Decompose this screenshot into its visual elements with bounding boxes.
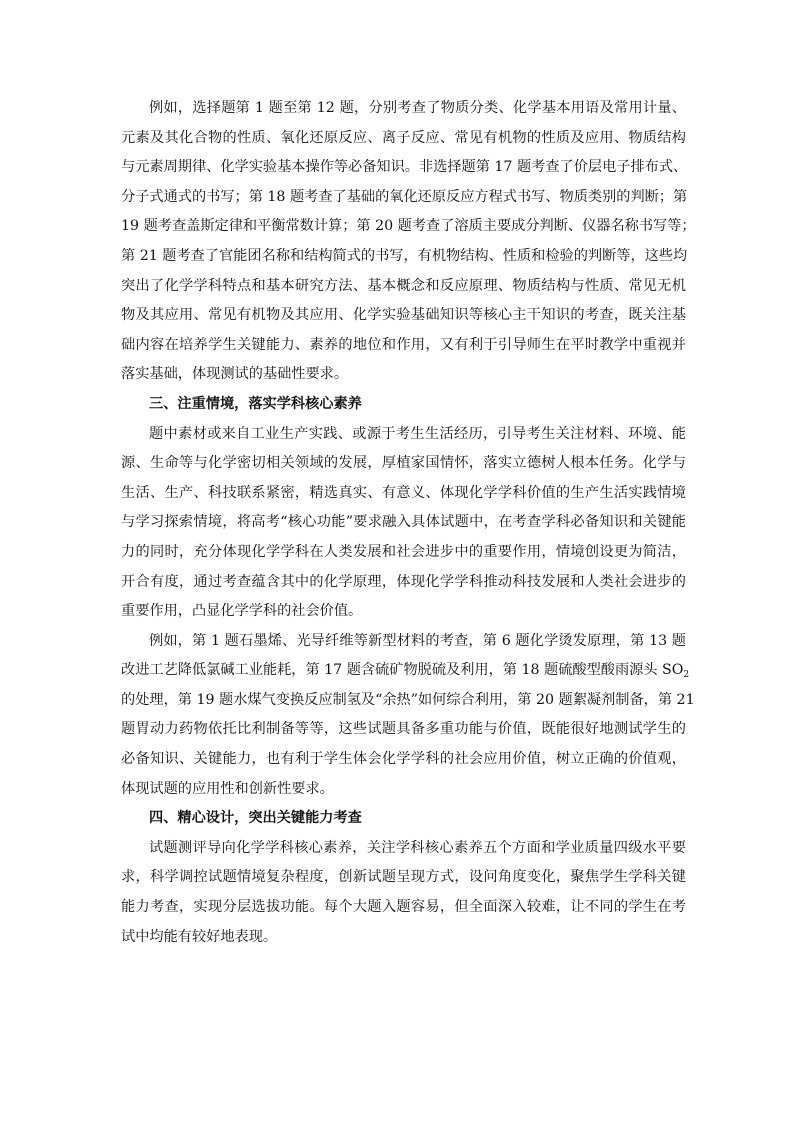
text-line: 分子式通式的书写；第 18 题考查了基础的氧化还原反应方程式书写、物质类别的判断；第: [121, 188, 688, 205]
paragraph-examples-basic: [121, 94, 696, 390]
text-line: 题中素材或来自工业生产实践、或源于考生生活经历，引导考生关注材料、环境、能: [149, 425, 686, 442]
text-line: 试中均能有较好地表现。: [121, 928, 278, 945]
text-line: 求，科学调控试题情境复杂程度，创新试题呈现方式，设问角度变化，聚焦学生学科关键: [121, 869, 686, 886]
section-heading-4: 四、精心设计，突出关键能力考查: [149, 810, 362, 827]
text-line-with-subscript: [121, 656, 690, 686]
section-heading-3: 三、注重情境，落实学科核心素养: [149, 395, 362, 412]
text-line: 生活、生产、科技联系紧密，精选真实、有意义、体现化学学科价值的生产生活实践情境: [121, 484, 686, 501]
text-line: 试题测评导向化学学科核心素养，关注学科核心素养五个方面和学业质量四级水平要: [149, 839, 686, 856]
text-line: 能力考查，实现分层选拔功能。每个大题入题容易，但全面深入较难，让不同的学生在考: [121, 899, 686, 916]
text-line: 第 21 题考查了官能团名称和结构简式的书写，有机物结构、性质和检验的判断等，这些均: [121, 247, 688, 264]
text-line: 例如，选择题第 1 题至第 12 题，分别考查了物质分类、化学基本用语及常用计量、: [149, 100, 686, 116]
text-line: 重要作用，凸显化学学科的社会价值。: [121, 603, 363, 620]
text-line: 的处理，第 19 题水煤气变换反应制氢及“余热”如何综合利用，第 20 题絮凝剂制备，第 21: [121, 691, 695, 708]
text-line: 体现试题的应用性和创新性要求。: [121, 780, 334, 797]
paragraph-examples-context: [121, 627, 695, 805]
paragraph-design: [121, 834, 686, 952]
text-line: 突出了化学学科特点和基本研究方法、基本概念和反应原理、物质结构与性质、常见无机: [121, 277, 686, 294]
text-segment: 改进工艺降低氯碱工业能耗，第 17 题含硫矿物脱硫及利用，第 18 题硫酸型酸雨源头 SO: [121, 662, 684, 679]
text-line: 力的同时，充分体现化学学科在人类发展和社会进步中的重要作用，情境创设更为简洁，: [121, 543, 686, 560]
text-line: 与元素周期律、化学实验基本操作等必备知识。非选择题第 17 题考查了价层电子排布式、: [121, 159, 688, 176]
text-line: 落实基础，体现测试的基础性要求。: [121, 366, 349, 383]
text-line: 础内容在培养学生关键能力、素养的地位和作用，又有利于引导师生在平时教学中重视并: [121, 336, 686, 353]
text-line: 19 题考查盖斯定律和平衡常数计算；第 20 题考查了溶质主要成分判断、仪器名称书写等；: [121, 218, 696, 235]
text-line: 开合有度，通过考查蕴含其中的化学原理，体现化学学科推动科技发展和人类社会进步的: [121, 573, 686, 590]
text-line: 与学习探索情境，将高考“核心功能”要求融入具体试题中，在考查学科必备知识和关键能: [121, 514, 686, 531]
text-line: 物及其应用、常见有机物及其应用、化学实验基础知识等核心主干知识的考查，既关注基: [121, 307, 686, 324]
text-line: 源、生命等与化学密切相关领域的发展，厚植家国情怀，落实立德树人根本任务。化学与: [121, 455, 686, 472]
subscript: 2: [683, 670, 690, 681]
document-page: [121, 94, 696, 952]
text-line: 例如，第 1 题石墨烯、光导纤维等新型材料的考查，第 6 题化学烫发原理，第 13 题: [149, 632, 686, 649]
text-line: 题胃动力药物依托比利制备等等，这些试题具备多重功能与价值，既能很好地测试学生的: [121, 721, 686, 738]
text-line: 必备知识、关键能力，也有利于学生体会化学学科的社会应用价值，树立正确的价值观，: [121, 751, 686, 768]
text-line: 元素及其化合物的性质、氧化还原反应、离子反应、常见有机物的性质及应用、物质结构: [121, 129, 686, 146]
paragraph-context: [121, 420, 686, 627]
